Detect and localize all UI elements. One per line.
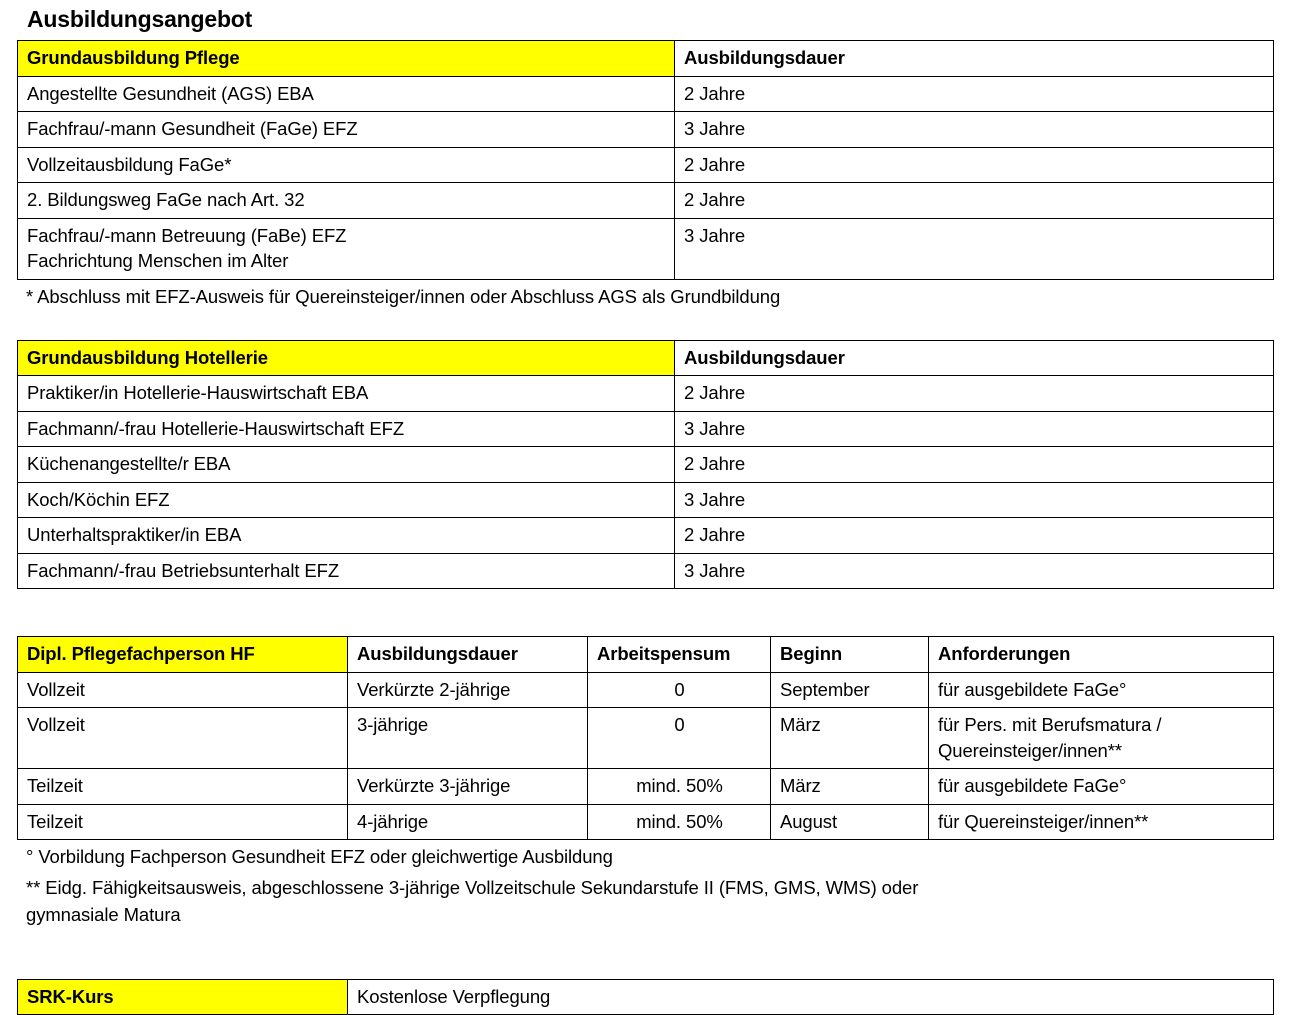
document-page [0,6,1292,1007]
cell-modell: Teilzeit [18,804,348,840]
table-row [18,411,1274,447]
table-row [18,769,1274,805]
cell-beruf-line1: Fachfrau/-mann Betreuung (FaBe) EFZ [27,224,347,246]
cell-beginn: August [771,804,929,840]
cell-beruf: Vollzeitausbildung FaGe* [18,147,675,183]
column-header-dauer-pflege: Ausbildungsdauer [675,41,1274,77]
label-srk-kurs: SRK-Kurs [18,979,348,1015]
cell-beruf: Unterhaltspraktiker/in EBA [18,518,675,554]
footnote-hf-degree: ° Vorbildung Fachperson Gesundheit EFZ oder gleichwertige Ausbildung [26,846,613,868]
cell-dauer: 3-jährige [348,708,588,769]
cell-dauer: 3 Jahre [675,411,1274,447]
column-header-beginn: Beginn [771,637,929,673]
table-row [18,672,1274,708]
table-row [18,447,1274,483]
table-dipl-pflegefachperson-hf [17,636,1274,840]
cell-anforderung-line1: für Pers. mit Berufsmatura / [938,714,1162,736]
table-header-row [18,637,1274,673]
column-header-beruf-pflege: Grundausbildung Pflege [18,41,675,77]
cell-pensum: 0 [588,708,771,769]
column-header-arbeitspensum: Arbeitspensum [588,637,771,673]
cell-dauer: Verkürzte 3-jährige [348,769,588,805]
cell-dauer: 3 Jahre [675,553,1274,589]
cell-beruf: 2. Bildungsweg FaGe nach Art. 32 [18,183,675,219]
cell-beruf: Koch/Köchin EFZ [18,482,675,518]
table-row [18,76,1274,112]
cell-dauer: 2 Jahre [675,376,1274,412]
cell-anforderung-line2: Quereinsteiger/innen** [938,739,1122,761]
table-row [18,553,1274,589]
table-row [18,979,1274,1015]
cell-beruf: Praktiker/in Hotellerie-Hauswirtschaft EBA [18,376,675,412]
column-header-modell: Dipl. Pflegefachperson HF [18,637,348,673]
cell-beginn: März [771,769,929,805]
cell-dauer: 2 Jahre [675,183,1274,219]
cell-dauer: 2 Jahre [675,518,1274,554]
table-header-row [18,41,1274,77]
footnote-pflege: * Abschluss mit EFZ-Ausweis für Quereinsteiger/innen oder Abschluss AGS als Grundbildung [26,285,781,307]
cell-pensum: mind. 50% [588,804,771,840]
table-grundausbildung-hotellerie [17,340,1274,590]
cell-dauer: 3 Jahre [675,112,1274,148]
cell-dauer: Verkürzte 2-jährige [348,672,588,708]
cell-beruf [18,218,675,279]
cell-srk-value: Kostenlose Verpflegung [348,979,1274,1015]
cell-anforderung [929,708,1274,769]
spacer [17,929,1275,979]
column-header-dauer-hotellerie: Ausbildungsdauer [675,340,1274,376]
cell-beginn: September [771,672,929,708]
column-header-ausbildungsdauer: Ausbildungsdauer [348,637,588,673]
spacer [17,589,1275,636]
cell-beruf: Küchenangestellte/r EBA [18,447,675,483]
column-header-anforderungen: Anforderungen [929,637,1274,673]
table-row [18,804,1274,840]
cell-anforderung: für Quereinsteiger/innen** [929,804,1274,840]
table-row [18,218,1274,279]
cell-pensum: 0 [588,672,771,708]
cell-beruf: Fachmann/-frau Hotellerie-Hauswirtschaft EFZ [18,411,675,447]
footnote-hf-doublestar [26,875,1275,929]
cell-beruf-line2: Fachrichtung Menschen im Alter [27,250,289,272]
cell-beruf: Angestellte Gesundheit (AGS) EBA [18,76,675,112]
cell-dauer: 3 Jahre [675,482,1274,518]
table-row [18,376,1274,412]
cell-modell: Vollzeit [18,708,348,769]
table-row [18,708,1274,769]
footnote-hf-doublestar-line1: ** Eidg. Fähigkeitsausweis, abgeschlossene 3-jährige Vollzeitschule Sekundarstufe II (FMS, GMS, WMS) oder [26,877,919,899]
column-header-beruf-hotellerie: Grundausbildung Hotellerie [18,340,675,376]
table-row [18,183,1274,219]
table-row [18,112,1274,148]
cell-modell: Teilzeit [18,769,348,805]
cell-modell: Vollzeit [18,672,348,708]
footnote-hf-doublestar-line2: gymnasiale Matura [26,904,181,926]
table-header-row [18,340,1274,376]
cell-pensum: mind. 50% [588,769,771,805]
cell-anforderung: für ausgebildete FaGe° [929,769,1274,805]
cell-anforderung: für ausgebildete FaGe° [929,672,1274,708]
cell-beruf: Fachfrau/-mann Gesundheit (FaGe) EFZ [18,112,675,148]
spacer [17,311,1275,340]
cell-dauer: 2 Jahre [675,76,1274,112]
table-row [18,518,1274,554]
cell-dauer: 3 Jahre [675,218,1274,279]
table-row [18,147,1274,183]
cell-beginn: März [771,708,929,769]
page-title: Ausbildungsangebot [27,6,253,32]
cell-dauer: 4-jährige [348,804,588,840]
table-row [18,482,1274,518]
cell-dauer: 2 Jahre [675,447,1274,483]
table-srk-kurs [17,979,1274,1015]
cell-beruf: Fachmann/-frau Betriebsunterhalt EFZ [18,553,675,589]
cell-dauer: 2 Jahre [675,147,1274,183]
table-grundausbildung-pflege [17,40,1274,280]
